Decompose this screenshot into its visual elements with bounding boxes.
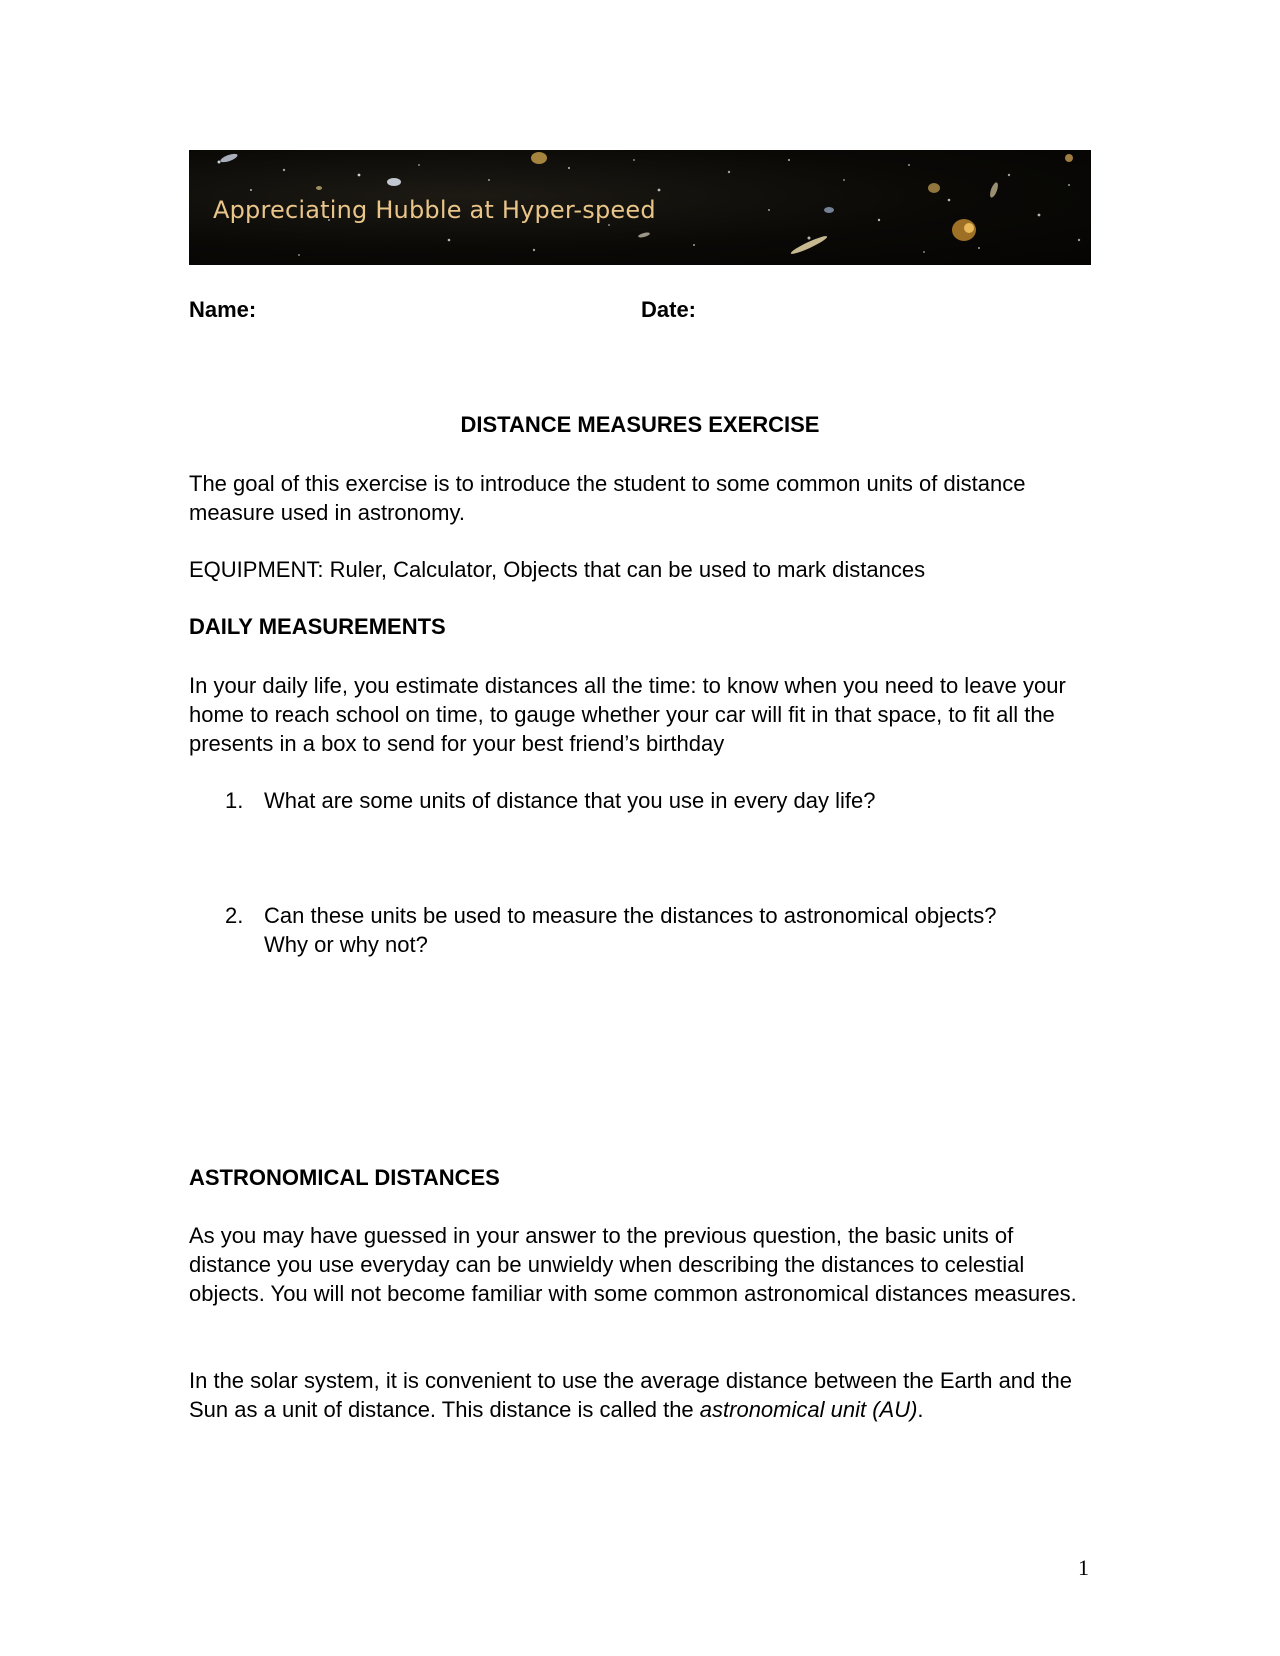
intro-paragraph: The goal of this exercise is to introduce the student to some common units of distance measure used in astronomy.	[189, 471, 1026, 525]
astronomical-paragraph-1: As you may have guessed in your answer to the previous question, the basic units of distance you use everyday can be unwieldy when describing the distances to celestial objects. You will not become familiar with some common astronomical distances measures.	[189, 1223, 1077, 1306]
name-label: Name:	[189, 297, 257, 322]
date-label: Date:	[641, 297, 697, 322]
question-number: 1.	[225, 788, 244, 813]
document-title: DISTANCE MEASURES EXERCISE	[460, 412, 820, 437]
question-number: 2.	[225, 903, 244, 928]
au-definition-text: In the solar system, it is convenient to use the average distance between the Earth and the Sun as a unit of distance. This distance is called the	[189, 1368, 1072, 1422]
banner-title: Appreciating Hubble at Hyper-speed	[213, 196, 656, 224]
astronomical-paragraph-2	[189, 1366, 1091, 1424]
page-number: 1	[1078, 1555, 1089, 1580]
daily-paragraph: In your daily life, you estimate distances all the time: to know when you need to leave your home to reach school on time, to gauge whether your car will fit in that space, to fit all the presents in a box to send for your best friend’s birthday	[189, 673, 1066, 756]
daily-measurements-heading: DAILY MEASUREMENTS	[189, 614, 446, 639]
au-definition-end: .	[917, 1397, 924, 1422]
au-term: astronomical unit (AU)	[699, 1397, 918, 1422]
astronomical-distances-heading: ASTRONOMICAL DISTANCES	[189, 1165, 500, 1190]
hubble-banner	[189, 150, 1091, 265]
equipment-line: EQUIPMENT: Ruler, Calculator, Objects that can be used to mark distances	[189, 557, 926, 582]
question-text: Can these units be used to measure the distances to astronomical objects? Why or why not?	[264, 903, 997, 957]
question-text: What are some units of distance that you use in every day life?	[264, 788, 876, 813]
